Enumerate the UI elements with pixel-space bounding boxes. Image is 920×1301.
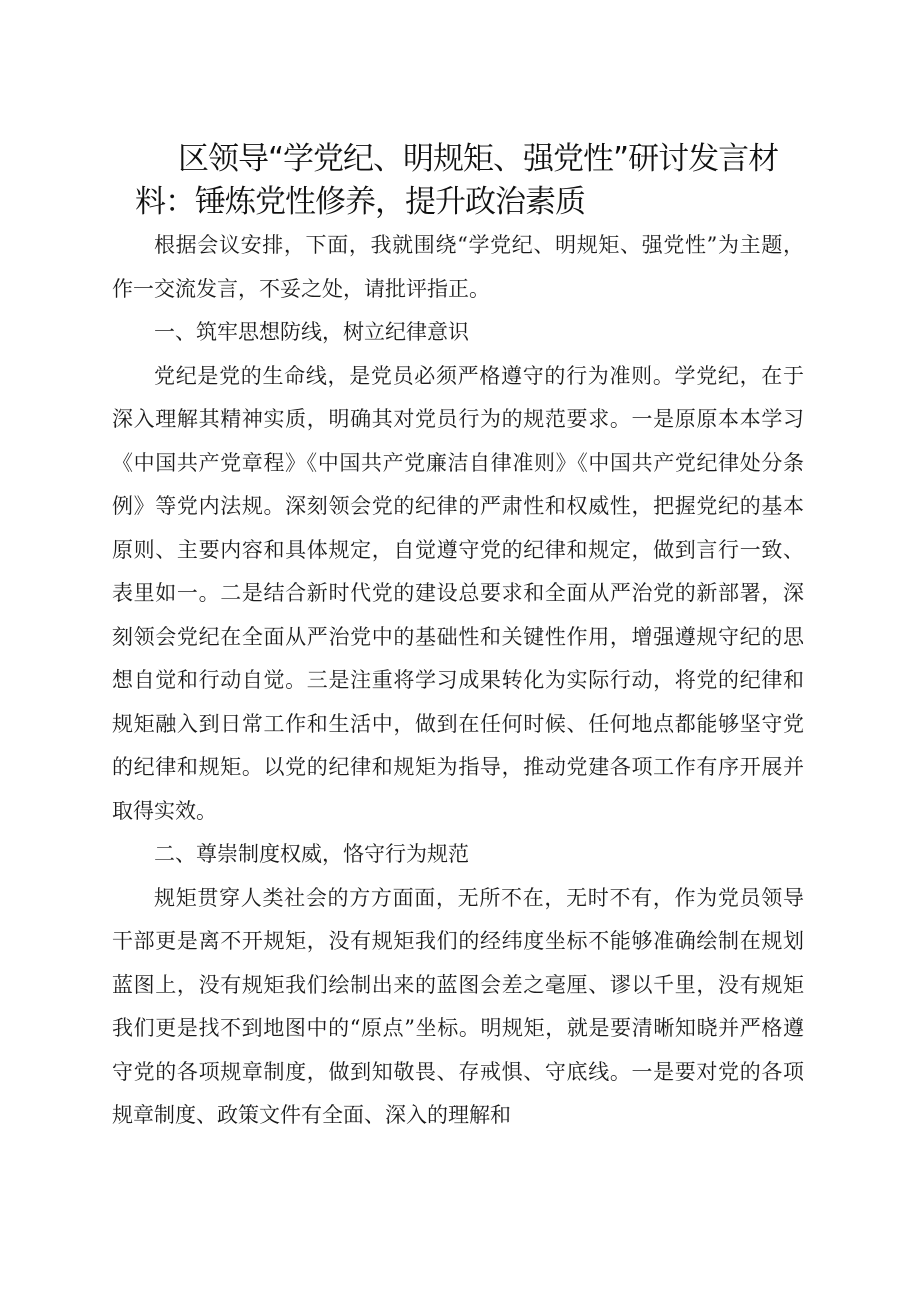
section-2-paragraph: 规矩贯穿人类社会的方方面面，无所不在，无时不有，作为党员领导干部更是离不开规矩，没有规矩我们的经纬度坐标不能够准确绘制在规划蓝图上，没有规矩我们绘制出来的蓝图会差之毫厘、谬以千里，没有规矩我们更是找不到地图中的“原点”坐标。明规矩，就是要清晰知晓并严格遵守党的各项规章制度，做到知敬畏、存戒惧、守底线。一是要对党的各项规章制度、政策文件有全面、深入的理解和: [112, 885, 804, 1127]
document-title: 区领导“学党纪、明规矩、强党性”研讨发言材料：锤炼党性修养，提升政治素质: [135, 141, 779, 220]
intro-paragraph: 根据会议安排，下面，我就围绕“学党纪、明规矩、强党性”为主题，作一交流发言，不妥之处，请批评指正。: [112, 233, 804, 301]
section-1-paragraph: 党纪是党的生命线，是党员必须严格遵守的行为准则。学党纪，在于深入理解其精神实质，明确其对党员行为的规范要求。一是原原本本学习《中国共产党章程》《中国共产党廉洁自律准则》《中国共产党纪律处分条例》等党内法规。深刻领会党的纪律的严肃性和权威性，把握党纪的基本原则、主要内容和具体规定，自觉遵守党的纪律和规定，做到言行一致、表里如一。二是结合新时代党的建设总要求和全面从严治党的新部署，深刻领会党纪在全面从严治党中的基础性和关键性作用，增强遵规守纪的思想自觉和行动自觉。三是注重将学习成果转化为实际行动，将党的纪律和规矩融入到日常工作和生活中，做到在任何时候、任何地点都能够坚守党的纪律和规矩。以党的纪律和规矩为指导，推动党建各项工作有序开展并取得实效。: [112, 363, 804, 823]
section-heading-2: 二、尊崇制度权威，恪守行为规范: [154, 842, 469, 866]
section-heading-1: 一、筑牢思想防线，树立纪律意识: [154, 320, 469, 344]
document-body: [112, 224, 804, 1138]
